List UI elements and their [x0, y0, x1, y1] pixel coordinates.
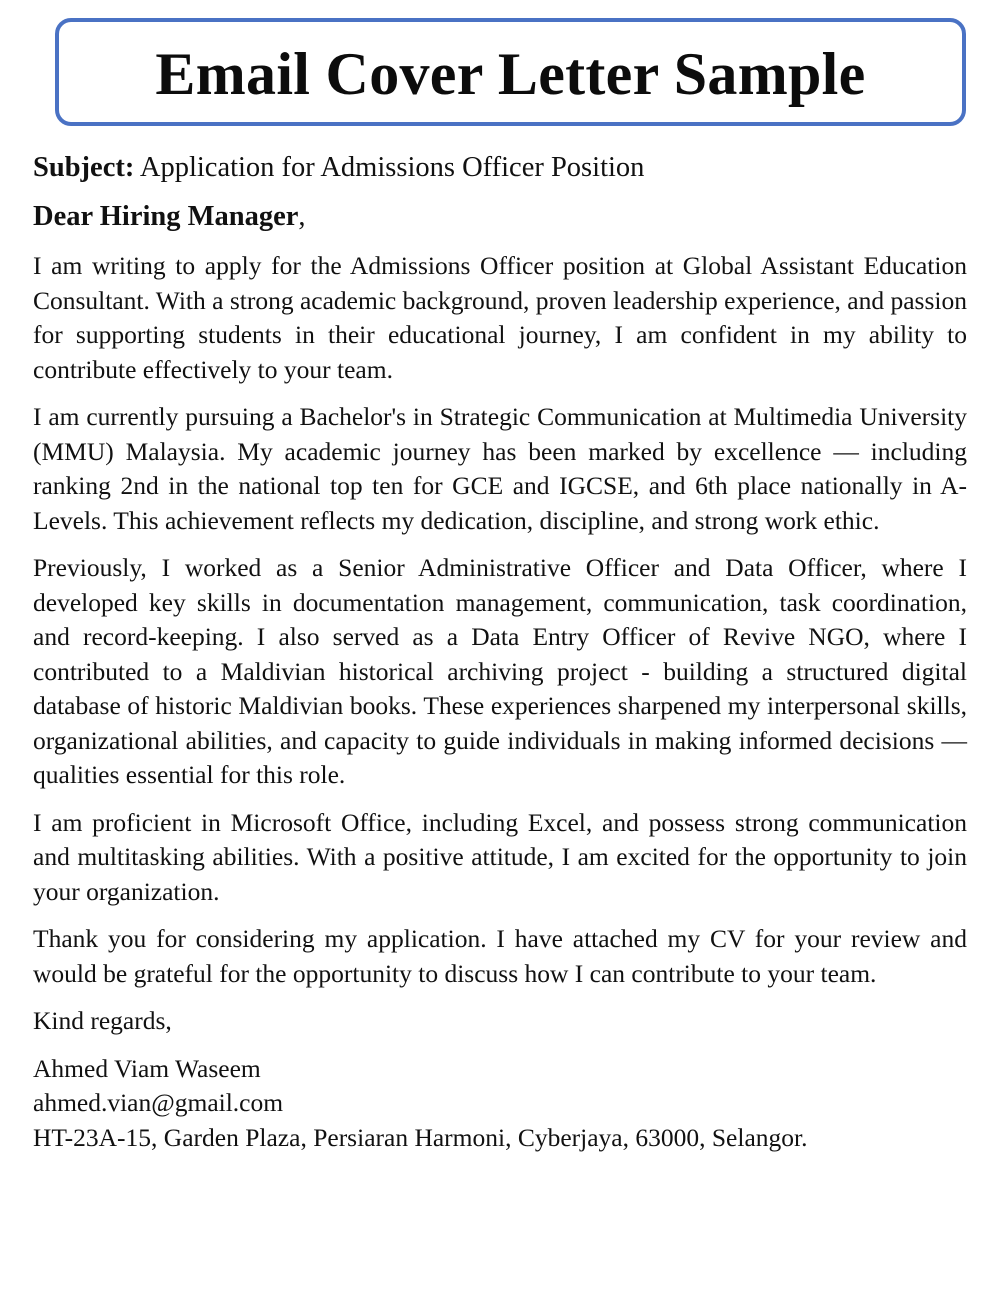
- signature-name: Ahmed Viam Waseem: [33, 1053, 261, 1083]
- paragraph-thanks: Thank you for considering my application. I have attached my CV for your review and would be grateful for the opportunity to discuss how I can contribute to your team.: [33, 924, 967, 988]
- subject-text: Application for Admissions Officer Position: [134, 152, 645, 183]
- signature-email: ahmed.vian@gmail.com: [33, 1088, 284, 1117]
- signature-address: HT-23A-15, Garden Plaza, Persiaran Harmoni, Cyberjaya, 63000, Selangor.: [33, 1122, 808, 1152]
- signature-block: [33, 1052, 967, 1156]
- greeting: [33, 199, 967, 235]
- letter-body: [33, 150, 967, 1155]
- closing: Kind regards,: [33, 1006, 172, 1035]
- greeting-comma: ,: [298, 201, 306, 232]
- page-title: Email Cover Letter Sample: [155, 41, 866, 107]
- subject-line: [33, 150, 967, 186]
- greeting-name: Dear Hiring Manager: [33, 201, 299, 232]
- paragraph-intro: I am writing to apply for the Admissions Officer position at Global Assistant Education Consultant. With a strong academic background, proven leadership experience, and passion for supporting students in their educational journey, I am confident in my ability to contribute effectively to your team.: [33, 251, 967, 384]
- paragraph-education: I am currently pursuing a Bachelor's in Strategic Communication at Multimedia University (MMU) Malaysia. My academic journey has been marked by excellence — including ranking 2nd in the national top ten for GCE and IGCSE, and 6th place nationally in A-Levels. This achievement reflects my dedication, discipline, and strong work ethic.: [33, 402, 967, 535]
- paragraph-experience: Previously, I worked as a Senior Administrative Officer and Data Officer, where I developed key skills in documentation management, communication, task coordination, and record-keeping. I also served as a Data Entry Officer of Revive NGO, where I contributed to a Maldivian historical archiving project - building a structured digital database of historic Maldivian books. These experiences sharpened my interpersonal skills, organizational abilities, and capacity to guide individuals in making informed decisions — qualities essential for this role.: [33, 553, 967, 789]
- title-box: [55, 18, 966, 126]
- paragraph-skills: I am proficient in Microsoft Office, including Excel, and possess strong communication and multitasking abilities. With a positive attitude, I am excited for the opportunity to join your organization.: [33, 807, 967, 906]
- subject-label: Subject:: [33, 152, 135, 183]
